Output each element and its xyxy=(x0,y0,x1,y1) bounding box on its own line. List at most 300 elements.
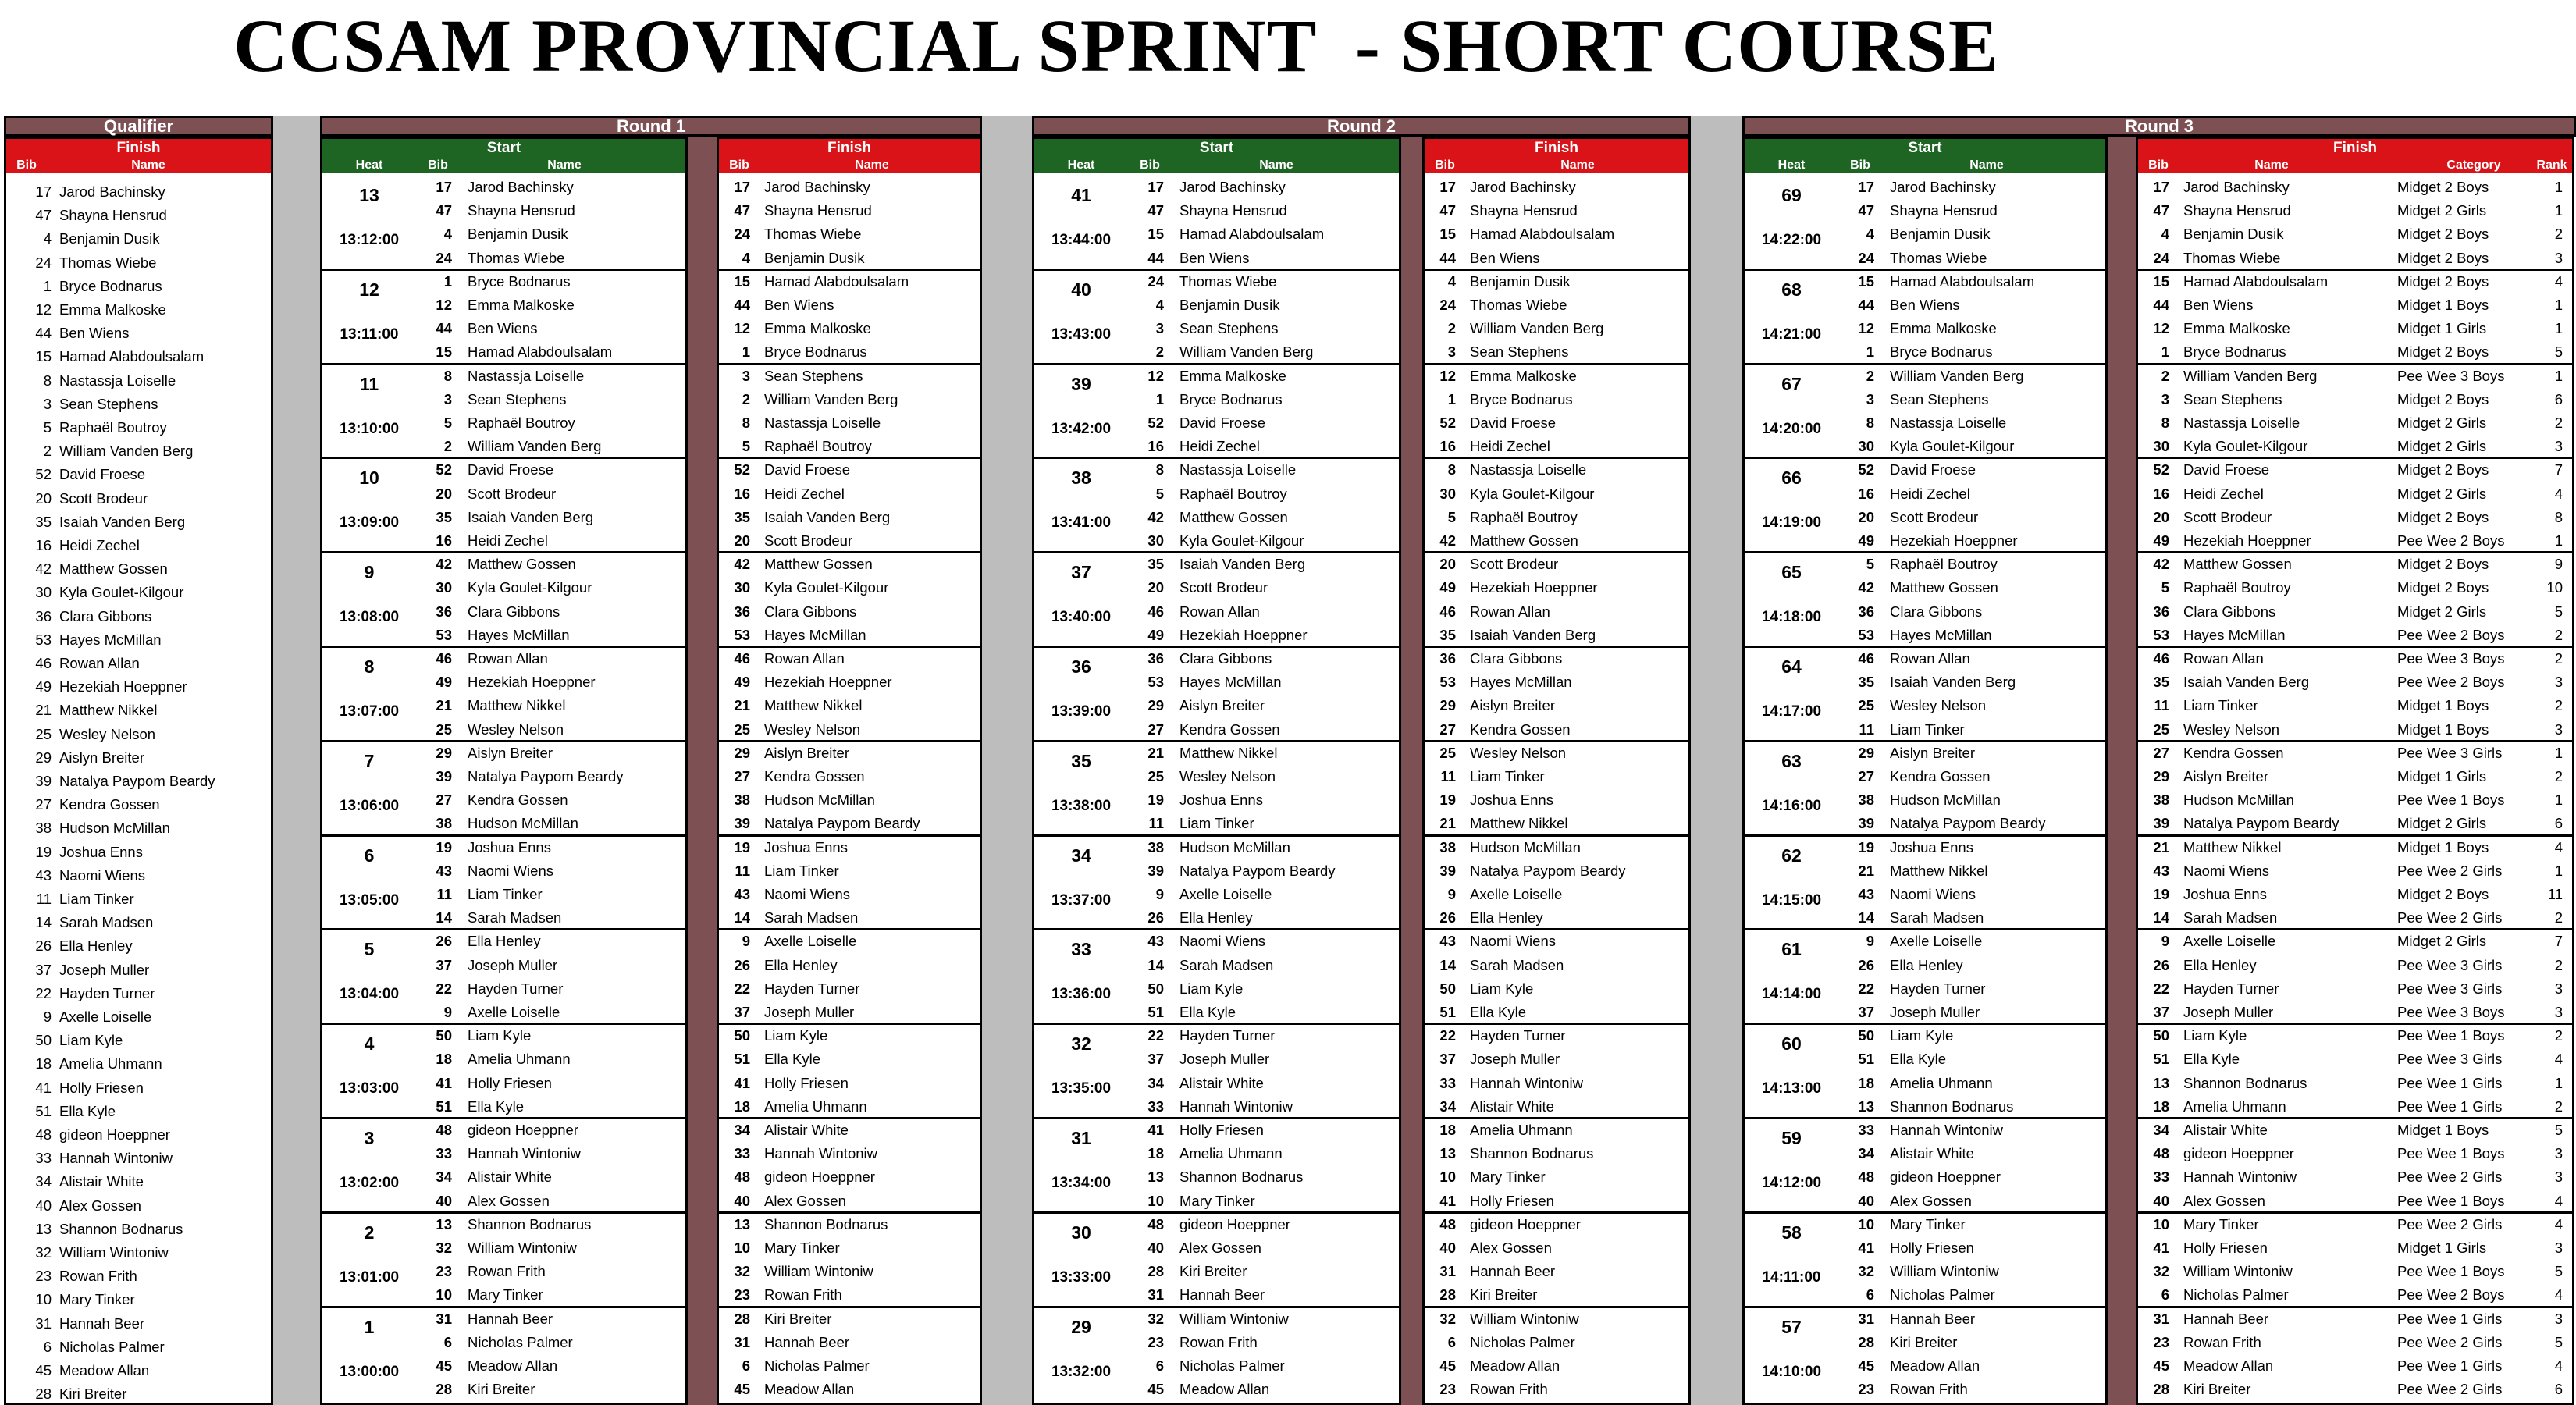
cell-name: Matthew Gossen xyxy=(1890,579,1998,596)
cell-name: Aislyn Breiter xyxy=(1179,697,1265,714)
cell-category: Midget 2 Boys xyxy=(2397,249,2489,266)
cell-bib: 23 xyxy=(1439,1381,1456,1398)
cell-name: Emma Malkoske xyxy=(468,297,575,313)
cell-bib: 32 xyxy=(2153,1263,2169,1280)
finish-row xyxy=(2138,859,2572,883)
start-row xyxy=(322,1283,685,1307)
cell-rank: 2 xyxy=(2554,414,2563,431)
finish-row xyxy=(719,1072,980,1095)
finish-row xyxy=(1425,1095,1688,1119)
cell-bib: 38 xyxy=(734,791,750,809)
cell-bib: 41 xyxy=(1147,1122,1164,1138)
heat-number: 7 xyxy=(364,750,375,771)
start-row xyxy=(1034,765,1399,788)
cell-name: Sarah Madsen xyxy=(1179,956,1274,973)
cell-name: Joseph Muller xyxy=(2183,1004,2274,1020)
col-header-rank: Rank xyxy=(2536,158,2567,172)
cell-name: Amelia Uhmann xyxy=(1179,1145,1283,1162)
cell-bib: 21 xyxy=(1439,815,1456,832)
cell-rank: 1 xyxy=(2554,862,2563,879)
start-row xyxy=(1034,977,1399,1001)
cell-bib: 10 xyxy=(1858,1215,1874,1232)
start-row xyxy=(322,529,685,553)
cell-bib: 18 xyxy=(1858,1074,1874,1091)
cell-category: Pee Wee 2 Girls xyxy=(2397,862,2503,879)
start-row xyxy=(1034,1236,1399,1260)
start-row xyxy=(1745,1307,2105,1331)
cell-bib: 51 xyxy=(1439,1004,1456,1020)
cell-bib: 35 xyxy=(436,508,452,525)
finish-row xyxy=(1425,1354,1688,1378)
cell-bib: 37 xyxy=(436,956,452,973)
cell-category: Pee Wee 1 Boys xyxy=(2397,1145,2505,1162)
cell-bib: 41 xyxy=(35,1079,52,1096)
cell-bib: 15 xyxy=(2153,272,2169,290)
finish-row xyxy=(719,340,980,364)
start-row xyxy=(1034,1283,1399,1307)
finish-row xyxy=(719,742,980,765)
heat-number: 33 xyxy=(1071,939,1091,960)
finish-row xyxy=(1425,1307,1688,1331)
heat-start-time: 13:36:00 xyxy=(1051,986,1112,1003)
round2-start-column-body xyxy=(1034,176,1399,1403)
finish-row xyxy=(1425,670,1688,694)
cell-bib: 35 xyxy=(35,513,52,530)
finish-row xyxy=(719,930,980,953)
cell-rank: 6 xyxy=(2554,815,2563,832)
start-row xyxy=(1745,222,2105,246)
qualifier-row xyxy=(6,1312,271,1336)
cell-name: Nastassja Loiselle xyxy=(764,414,881,431)
cell-name: Thomas Wiebe xyxy=(2183,249,2281,266)
cell-name: Hudson McMillan xyxy=(1179,838,1290,855)
cell-name: Sarah Madsen xyxy=(59,914,154,931)
cell-bib: 34 xyxy=(1439,1097,1456,1115)
heat-number: 1 xyxy=(364,1316,375,1337)
start-row xyxy=(1745,1260,2105,1283)
cell-bib: 11 xyxy=(735,862,750,879)
cell-bib: 45 xyxy=(2153,1357,2169,1374)
qualifier-row xyxy=(6,1005,271,1029)
cell-name: Rowan Allan xyxy=(468,650,548,667)
cell-category: Pee Wee 3 Girls xyxy=(2397,744,2503,761)
heat-start-time: 13:42:00 xyxy=(1051,420,1112,437)
cell-bib: 8 xyxy=(1866,414,1874,431)
heat-number: 34 xyxy=(1071,845,1091,866)
heat-start-time: 14:13:00 xyxy=(1761,1080,1822,1097)
start-row xyxy=(322,670,685,694)
cell-name: Emma Malkoske xyxy=(1890,320,1997,337)
cell-rank: 2 xyxy=(2554,626,2563,643)
start-row xyxy=(1745,576,2105,599)
cell-rank: 2 xyxy=(2554,650,2563,667)
cell-category: Pee Wee 2 Boys xyxy=(2397,674,2505,691)
cell-category: Pee Wee 1 Boys xyxy=(2397,1027,2505,1044)
round1-start-column-body xyxy=(322,176,685,1403)
finish-row xyxy=(1425,812,1688,835)
cell-rank: 3 xyxy=(2554,1240,2563,1256)
cell-bib: 52 xyxy=(2153,461,2169,478)
cell-category: Pee Wee 1 Girls xyxy=(2397,1357,2503,1374)
col-header-name: Name xyxy=(1560,158,1595,172)
cell-bib: 6 xyxy=(1447,1333,1456,1350)
cell-bib: 42 xyxy=(436,556,452,573)
cell-bib: 30 xyxy=(1439,485,1456,502)
cell-name: Naomi Wiens xyxy=(1470,933,1556,950)
round1-start-column-title: Start xyxy=(322,139,685,157)
cell-bib: 49 xyxy=(1858,532,1874,549)
cell-bib: 31 xyxy=(1858,1310,1874,1327)
start-row xyxy=(1034,1260,1399,1283)
finish-row xyxy=(719,788,980,812)
start-row xyxy=(1034,742,1399,765)
cell-name: Heidi Zechel xyxy=(59,537,140,553)
cell-bib: 46 xyxy=(1858,650,1874,667)
qualifier-row xyxy=(6,393,271,416)
qualifier-row xyxy=(6,1052,271,1076)
cell-bib: 30 xyxy=(1858,438,1874,455)
cell-name: Hamad Alabdoulsalam xyxy=(1179,226,1325,243)
cell-name: Ben Wiens xyxy=(764,297,834,313)
heat-start-time: 14:19:00 xyxy=(1761,514,1822,532)
cell-category: Midget 2 Girls xyxy=(2397,933,2487,950)
cell-bib: 27 xyxy=(1858,768,1874,784)
start-row xyxy=(1034,1165,1399,1189)
qualifier-row xyxy=(6,628,271,652)
cell-bib: 2 xyxy=(1447,320,1456,337)
cell-bib: 23 xyxy=(1858,1381,1874,1398)
qualifier-row xyxy=(6,557,271,581)
cell-name: Ben Wiens xyxy=(1470,249,1540,266)
cell-bib: 13 xyxy=(1858,1097,1874,1115)
cell-name: Thomas Wiebe xyxy=(468,249,565,266)
cell-name: Holly Friesen xyxy=(2183,1240,2268,1256)
round2-finish-column xyxy=(1422,137,1691,1405)
finish-row xyxy=(1425,1283,1688,1307)
cell-name: Hannah Beer xyxy=(59,1314,145,1332)
cell-bib: 48 xyxy=(35,1126,52,1143)
start-row xyxy=(322,742,685,765)
cell-bib: 40 xyxy=(1858,1192,1874,1209)
cell-name: Joseph Muller xyxy=(1470,1051,1560,1068)
cell-name: Heidi Zechel xyxy=(1890,485,1970,502)
cell-name: Aislyn Breiter xyxy=(1890,744,1975,761)
cell-name: Benjamin Dusik xyxy=(1470,272,1571,290)
start-row xyxy=(322,247,685,270)
cell-name: Ella Kyle xyxy=(59,1102,116,1119)
cell-bib: 25 xyxy=(436,720,452,738)
finish-row xyxy=(1425,1331,1688,1354)
heat-number: 12 xyxy=(359,279,379,300)
cell-name: Joseph Muller xyxy=(764,1004,855,1020)
start-row xyxy=(1745,1236,2105,1260)
cell-name: Ben Wiens xyxy=(2183,297,2254,313)
cell-name: Clara Gibbons xyxy=(2183,603,2276,620)
cell-name: Heidi Zechel xyxy=(468,532,548,549)
cell-category: Pee Wee 3 Girls xyxy=(2397,980,2503,997)
cell-name: Alistair White xyxy=(764,1122,849,1138)
start-row xyxy=(1745,812,2105,835)
cell-name: Rowan Frith xyxy=(1179,1333,1258,1350)
cell-category: Pee Wee 3 Girls xyxy=(2397,1051,2503,1068)
cell-name: Hannah Wintoniw xyxy=(1470,1074,1583,1091)
start-row xyxy=(322,576,685,599)
cell-name: gideon Hoeppner xyxy=(2183,1145,2294,1162)
start-row xyxy=(1745,270,2105,293)
finish-row xyxy=(1425,1260,1688,1283)
cell-name: Liam Tinker xyxy=(468,886,543,902)
cell-bib: 39 xyxy=(734,815,750,832)
cell-bib: 52 xyxy=(734,461,750,478)
cell-name: Ella Kyle xyxy=(1890,1051,1946,1068)
cell-name: Aislyn Breiter xyxy=(468,744,553,761)
cell-bib: 46 xyxy=(1439,603,1456,620)
finish-row xyxy=(719,954,980,977)
cell-name: gideon Hoeppner xyxy=(1179,1215,1290,1232)
finish-row xyxy=(1425,930,1688,953)
heat-number: 59 xyxy=(1781,1128,1802,1148)
cell-bib: 51 xyxy=(1858,1051,1874,1068)
start-row xyxy=(1034,506,1399,529)
start-row xyxy=(1745,553,2105,576)
finish-row xyxy=(2138,388,2572,411)
round1-finish-column xyxy=(717,137,982,1405)
cell-name: Hannah Beer xyxy=(2183,1310,2269,1327)
cell-name: Kendra Gossen xyxy=(1179,720,1280,738)
start-row xyxy=(1745,930,2105,953)
cell-name: Matthew Gossen xyxy=(764,556,873,573)
cell-bib: 9 xyxy=(2161,933,2169,950)
start-row xyxy=(1745,670,2105,694)
cell-bib: 45 xyxy=(436,1357,452,1374)
cell-name: William Wintoniw xyxy=(1470,1310,1579,1327)
cell-bib: 49 xyxy=(2153,532,2169,549)
cell-bib: 19 xyxy=(35,843,52,860)
cell-bib: 6 xyxy=(742,1357,750,1374)
cell-bib: 30 xyxy=(35,584,52,601)
cell-bib: 53 xyxy=(1147,674,1164,691)
cell-category: Pee Wee 1 Girls xyxy=(2397,1097,2503,1115)
qualifier-finish-column-body xyxy=(6,176,271,1403)
round2-start-column-title: Start xyxy=(1034,139,1399,157)
cell-name: Rowan Allan xyxy=(1179,603,1260,620)
cell-name: David Froese xyxy=(1890,461,1976,478)
cell-name: Axelle Loiselle xyxy=(1890,933,1983,950)
qualifier-row xyxy=(6,959,271,982)
cell-name: Liam Kyle xyxy=(468,1027,532,1044)
heat-start-time: 13:07:00 xyxy=(339,703,400,720)
cell-bib: 13 xyxy=(1147,1168,1164,1186)
qualifier-row xyxy=(6,204,271,227)
cell-name: Matthew Gossen xyxy=(1470,532,1578,549)
cell-name: Jarod Bachinsky xyxy=(2183,179,2290,195)
cell-rank: 1 xyxy=(2554,367,2563,384)
cell-bib: 39 xyxy=(1858,815,1874,832)
cell-bib: 16 xyxy=(1147,438,1164,455)
section-gap xyxy=(1691,116,1742,1405)
finish-row xyxy=(1425,506,1688,529)
heat-start-time: 13:01:00 xyxy=(339,1268,400,1286)
column-divider xyxy=(2108,137,2136,1405)
column-divider xyxy=(1401,137,1422,1405)
round2-finish-column-column-headers xyxy=(1425,157,1688,173)
cell-bib: 22 xyxy=(1439,1027,1456,1044)
cell-name: Alex Gossen xyxy=(59,1197,141,1214)
start-row xyxy=(1034,270,1399,293)
cell-name: Jarod Bachinsky xyxy=(1890,179,1996,195)
cell-name: David Froese xyxy=(764,461,851,478)
cell-category: Pee Wee 2 Girls xyxy=(2397,1215,2503,1232)
cell-bib: 52 xyxy=(1147,414,1164,431)
cell-name: Hudson McMillan xyxy=(59,820,170,837)
cell-rank: 3 xyxy=(2554,720,2563,738)
cell-name: William Wintoniw xyxy=(764,1263,873,1280)
cell-bib: 33 xyxy=(1147,1097,1164,1115)
cell-bib: 24 xyxy=(734,226,750,243)
finish-row xyxy=(719,718,980,742)
cell-name: William Wintoniw xyxy=(1179,1310,1289,1327)
cell-rank: 4 xyxy=(2554,1215,2563,1232)
qualifier-row xyxy=(6,1194,271,1218)
cell-bib: 26 xyxy=(734,956,750,973)
cell-name: Raphaël Boutroy xyxy=(2183,579,2291,596)
cell-name: Scott Brodeur xyxy=(59,489,148,507)
section-gap xyxy=(273,116,320,1405)
cell-name: Clara Gibbons xyxy=(59,607,152,624)
cell-category: Pee Wee 1 Boys xyxy=(2397,791,2505,809)
cell-category: Midget 2 Boys xyxy=(2397,508,2489,525)
cell-bib: 17 xyxy=(35,183,52,200)
cell-bib: 19 xyxy=(1858,838,1874,855)
cell-name: Alistair White xyxy=(59,1173,144,1190)
cell-category: Pee Wee 2 Boys xyxy=(2397,532,2505,549)
cell-bib: 15 xyxy=(436,343,452,361)
start-row xyxy=(1034,812,1399,835)
cell-name: Sarah Madsen xyxy=(468,909,562,927)
col-header-name: Name xyxy=(1259,158,1293,172)
start-row xyxy=(322,647,685,670)
cell-rank: 10 xyxy=(2546,579,2563,596)
heat-start-time: 13:02:00 xyxy=(339,1175,400,1191)
qualifier-row xyxy=(6,1123,271,1147)
cell-name: Sean Stephens xyxy=(1890,390,1989,407)
cell-name: Axelle Loiselle xyxy=(59,1008,152,1025)
cell-name: David Froese xyxy=(2183,461,2270,478)
cell-name: Kendra Gossen xyxy=(1470,720,1571,738)
start-row xyxy=(1745,365,2105,388)
cell-name: Raphaël Boutroy xyxy=(1179,485,1287,502)
start-row xyxy=(1745,836,2105,859)
finish-row xyxy=(2138,199,2572,222)
cell-bib: 53 xyxy=(2153,626,2169,643)
finish-row xyxy=(2138,694,2572,717)
start-row xyxy=(322,1001,685,1024)
cell-name: Ella Kyle xyxy=(468,1097,524,1115)
qualifier-row xyxy=(6,180,271,204)
cell-name: Aislyn Breiter xyxy=(764,744,849,761)
finish-row xyxy=(2138,906,2572,930)
start-row xyxy=(1034,1001,1399,1024)
cell-name: Clara Gibbons xyxy=(1179,650,1272,667)
cell-name: Nicholas Palmer xyxy=(1179,1357,1285,1374)
finish-row xyxy=(1425,718,1688,742)
cell-bib: 31 xyxy=(734,1333,750,1350)
cell-bib: 22 xyxy=(35,984,52,1001)
cell-bib: 37 xyxy=(35,961,52,978)
heat-number: 38 xyxy=(1071,468,1091,489)
cell-name: William Vanden Berg xyxy=(59,443,194,460)
cell-name: Mary Tinker xyxy=(468,1286,543,1304)
cell-bib: 12 xyxy=(1147,367,1164,384)
start-row xyxy=(1745,788,2105,812)
cell-name: Isaiah Vanden Berg xyxy=(1179,556,1306,573)
cell-name: Benjamin Dusik xyxy=(1890,226,1991,243)
cell-bib: 23 xyxy=(734,1286,750,1304)
cell-bib: 8 xyxy=(742,414,750,431)
heat-number: 65 xyxy=(1781,562,1802,583)
finish-row xyxy=(2138,482,2572,506)
finish-row xyxy=(2138,788,2572,812)
finish-row xyxy=(719,694,980,717)
finish-row xyxy=(1425,836,1688,859)
start-row xyxy=(322,1260,685,1283)
cell-name: Hayes McMillan xyxy=(764,626,866,643)
cell-bib: 43 xyxy=(2153,862,2169,879)
cell-bib: 23 xyxy=(35,1268,52,1285)
start-row xyxy=(1034,247,1399,270)
heat-number: 39 xyxy=(1071,373,1091,394)
cell-bib: 22 xyxy=(1858,980,1874,997)
start-row xyxy=(322,694,685,717)
cell-bib: 6 xyxy=(2161,1286,2169,1304)
cell-bib: 25 xyxy=(1439,744,1456,761)
cell-name: Shayna Hensrud xyxy=(468,202,575,219)
col-header-bib: Bib xyxy=(1850,158,1870,172)
cell-rank: 6 xyxy=(2554,1381,2563,1398)
cell-bib: 16 xyxy=(436,532,452,549)
cell-name: Emma Malkoske xyxy=(1470,367,1577,384)
cell-category: Midget 2 Boys xyxy=(2397,886,2489,902)
qualifier-row xyxy=(6,816,271,840)
cell-name: Emma Malkoske xyxy=(764,320,871,337)
cell-name: Kyla Goulet-Kilgour xyxy=(1470,485,1595,502)
finish-row xyxy=(1425,694,1688,717)
finish-row xyxy=(1425,859,1688,883)
cell-name: Hezekiah Hoeppner xyxy=(1890,532,2018,549)
cell-name: Ella Henley xyxy=(1470,909,1543,927)
cell-bib: 20 xyxy=(2153,508,2169,525)
cell-bib: 36 xyxy=(436,603,452,620)
cell-name: Hannah Beer xyxy=(1179,1286,1265,1304)
heat-number: 5 xyxy=(364,939,375,960)
heat-start-time: 13:32:00 xyxy=(1051,1363,1112,1380)
start-row xyxy=(1034,1331,1399,1354)
cell-bib: 5 xyxy=(1447,508,1456,525)
cell-name: Natalya Paypom Beardy xyxy=(1179,862,1336,879)
cell-rank: 2 xyxy=(2554,697,2563,714)
cell-name: Hayden Turner xyxy=(468,980,564,997)
cell-bib: 12 xyxy=(734,320,750,337)
cell-name: Hayden Turner xyxy=(2183,980,2279,997)
cell-bib: 4 xyxy=(2161,226,2169,243)
cell-name: Hudson McMillan xyxy=(468,815,578,832)
cell-name: Ben Wiens xyxy=(1179,249,1250,266)
heat-number: 37 xyxy=(1071,562,1091,583)
round1-finish-column-column-headers xyxy=(719,157,980,173)
cell-name: Matthew Nikkel xyxy=(764,697,863,714)
cell-name: gideon Hoeppner xyxy=(1890,1168,2001,1186)
start-row xyxy=(1034,482,1399,506)
